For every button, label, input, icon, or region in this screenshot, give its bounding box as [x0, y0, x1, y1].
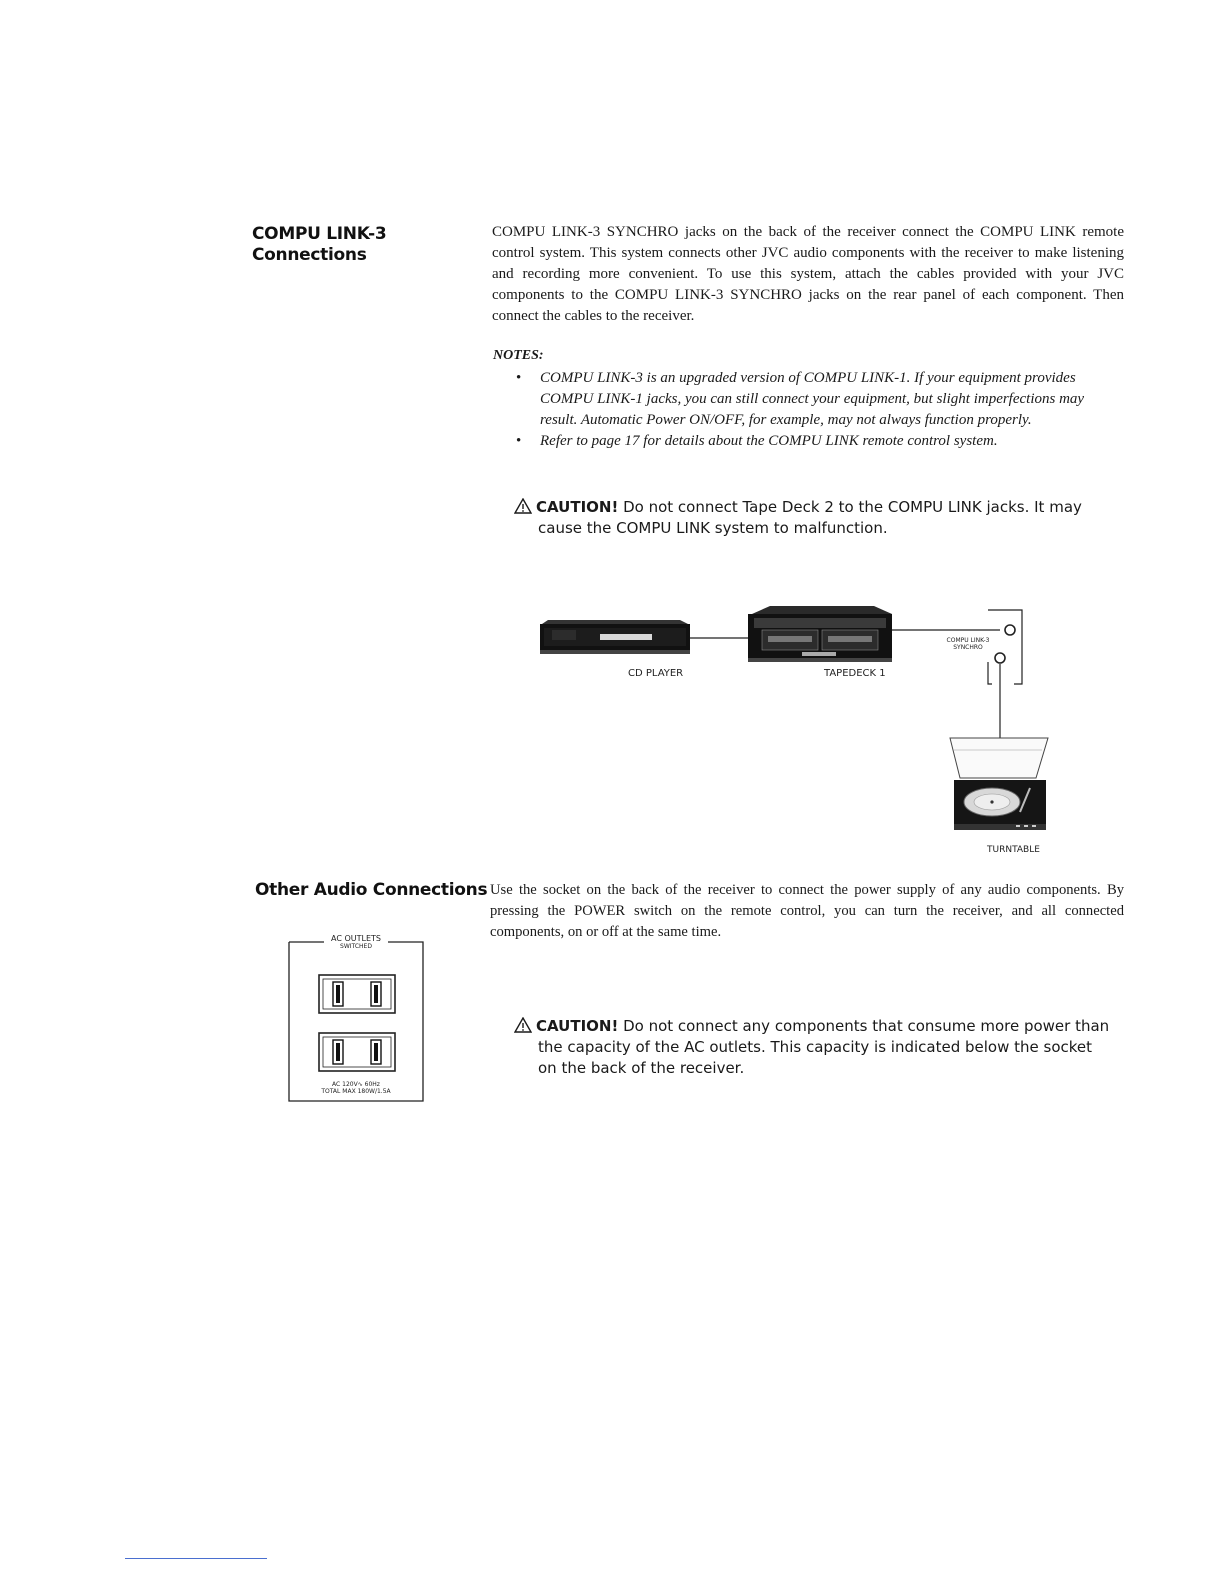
outlet-rating	[292, 1081, 420, 1095]
outlet-lower	[319, 1033, 395, 1071]
outlet-title: AC OUTLETS	[331, 934, 381, 943]
jack-label-line1: COMPU LINK-3	[946, 637, 990, 644]
compu-link-intro: COMPU LINK-3 SYNCHRO jacks on the back of the receiver connect the COMPU LINK remote control system. This system connects other JVC audio components with the receiver to make listening and recording more convenient. To use this system, attach the cables provided with your JVC components to the COMPU LINK-3 SYNCHRO jacks on the rear panel of each component. Then connect the cables to the receiver.	[492, 224, 1124, 324]
caution-lead: CAUTION!	[536, 1017, 619, 1035]
jack-upper	[1005, 625, 1015, 635]
caution-lead: CAUTION!	[536, 498, 619, 516]
synchro-jack-label	[946, 637, 990, 651]
caution-text: Do not connect Tape Deck 2 to the COMPU LINK jacks. It may cause the COMPU LINK system to malfunction.	[538, 498, 1082, 537]
warning-triangle-icon	[514, 498, 532, 514]
other-audio-heading: Other Audio Connections	[255, 880, 488, 900]
compu-link-caution	[514, 497, 1124, 539]
caution-text: Do not connect any components that consume more power than the capacity of the AC outlets. This capacity is indicated below the socket on the back of the receiver.	[538, 1017, 1110, 1077]
jack-label-line2: SYNCHRO	[953, 644, 983, 651]
note-item: • Refer to page 17 for details about the COMPU LINK remote control system.	[540, 431, 1124, 452]
outlet-rating-line1: AC 120V∿ 60Hz	[332, 1081, 380, 1088]
ac-outlet-panel	[288, 932, 424, 1102]
tapedeck-label: TAPEDECK 1	[824, 668, 886, 679]
outlet-rating-line2: TOTAL MAX 180W/1.5A	[321, 1088, 391, 1095]
jack-lower	[995, 653, 1005, 663]
notes-list	[514, 368, 1124, 452]
cd-player-label: CD PLAYER	[628, 668, 684, 679]
warning-triangle-icon	[514, 1017, 532, 1033]
turntable-illustration	[950, 738, 1048, 830]
compu-link-heading-line1: COMPU LINK-3	[252, 224, 387, 244]
cd-player-illustration	[540, 620, 690, 654]
outlet-panel-title	[324, 935, 388, 951]
compu-link-heading-line2: Connections	[252, 245, 367, 265]
notes-label: NOTES:	[493, 348, 544, 363]
other-audio-caution	[514, 1016, 1114, 1079]
turntable-label: TURNTABLE	[987, 845, 1040, 855]
other-audio-body: Use the socket on the back of the receiver to connect the power supply of any audio components. By pressing the POWER switch on the remote control, you can turn the receiver, and all connected components, on or off at the same time.	[490, 882, 1124, 940]
compu-link-heading	[252, 224, 386, 266]
footer-rule	[125, 1558, 267, 1559]
outlet-upper	[319, 975, 395, 1013]
synchro-jack-panel	[988, 610, 1022, 684]
note-item: • COMPU LINK-3 is an upgraded version of COMPU LINK-1. If your equipment provides COMPU LINK-1 jacks, you can still connect your equipment, but slight imperfections may result. Automatic Power ON/OFF, for example, may not always function properly.	[540, 368, 1124, 431]
tapedeck-illustration	[748, 606, 892, 662]
outlet-subtitle: SWITCHED	[340, 943, 372, 950]
